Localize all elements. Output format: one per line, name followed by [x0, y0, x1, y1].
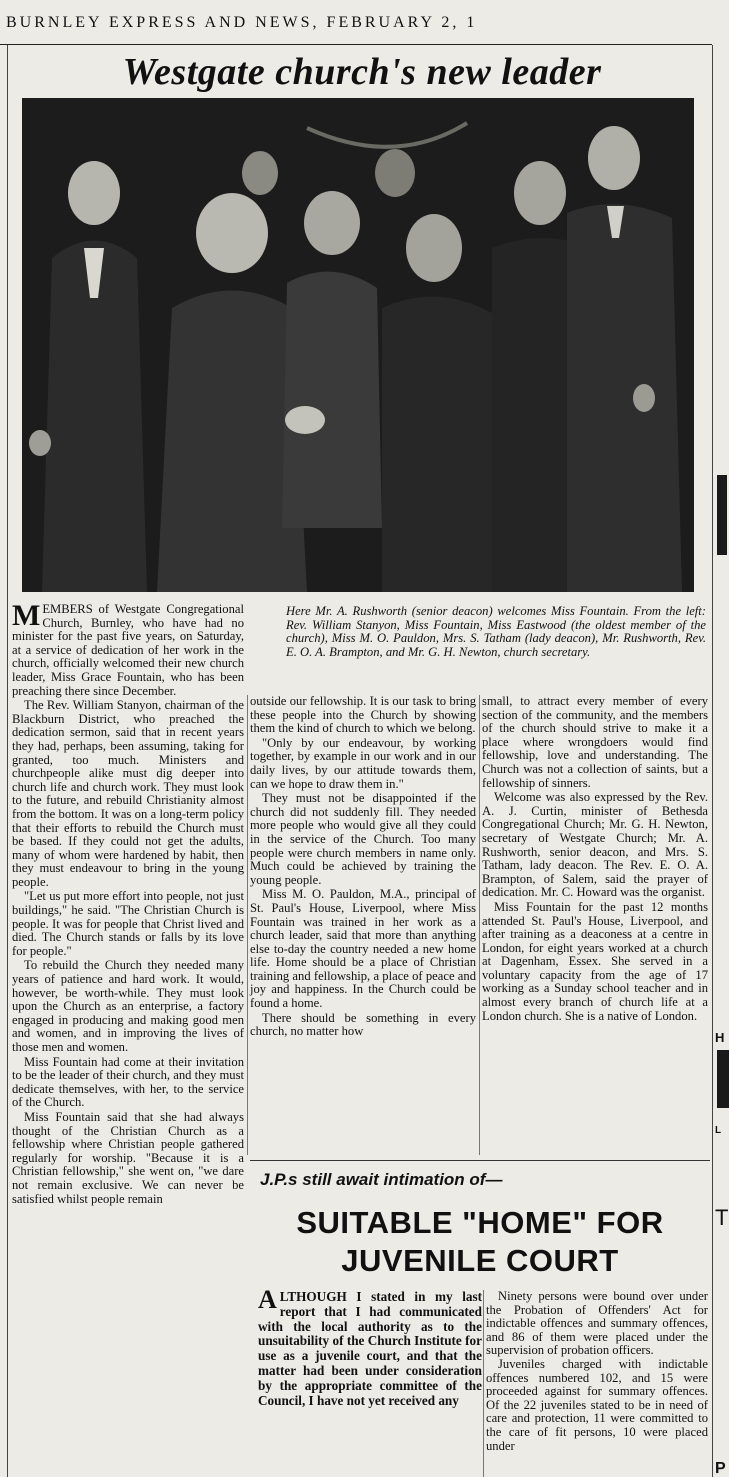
paragraph: small, to attract every member of every section of the community, and the members of the church should strive to make it a place where wrongdoers would find fellowship, love and understanding. The Church was not a collection of saints, but a fellowship of sinners.: [482, 694, 708, 790]
adjacent-letter-l: L: [715, 1125, 722, 1136]
article-column-2: [250, 695, 476, 1040]
group-photo: [22, 98, 694, 592]
group-photo-icon: [22, 98, 694, 592]
left-column-edge: [0, 45, 8, 1477]
second-article-kicker: J.P.s still await intimation of—: [260, 1170, 503, 1189]
adjacent-letter-h: H: [715, 1030, 725, 1045]
article-headline: Westgate church's new leader: [122, 51, 602, 93]
drop-cap: M: [12, 599, 41, 632]
paragraph-text: LTHOUGH I stated in my last report that I had communicated with the local authority as to the unsuitability of the Church Institute for use as a juvenile court, and that the matter had been under consideration by the appropriate committee of the Council, I have not yet received any: [258, 1289, 482, 1408]
paragraph: To rebuild the Church they needed many years of patience and hard work. It would, however, be worth-while. They must look upon the Church as an enterprise, a factory engaged in producing and making good men and women, and in improving the lives of those men and women.: [12, 958, 244, 1054]
paragraph: "Let us put more effort into people, not just buildings," he said. "The Christian Church is people. It was for people that Christ lived and died. The Church stands or falls by its love for people.": [12, 889, 244, 958]
article-column-1: [12, 599, 244, 1207]
article-column-3: [482, 695, 708, 1024]
paragraph: Miss M. O. Pauldon, M.A., principal of St. Paul's House, Liverpool, where Miss Fountain was trained in her work as a church leader, said that more than anything else to-day the country needed a new home life. Home should be a place of Christian training and fellowship, a place of peace and joy and happiness. In the Church could be found a home.: [250, 887, 476, 1011]
paragraph: Miss Fountain said that she had always thought of the Christian Church as a fellowship where Christian people gathered regularly for worship. "Because it is a Christian fellowship," she went on, "we dare not remain exclusive. We can never be satisfied whilst people remain: [12, 1109, 244, 1206]
adjacent-letter-p: P: [715, 1460, 726, 1477]
paragraph: They must not be disappointed if the church did not suddenly fill. They needed more people who would give all they could in the service of the Church. Too many people were church members in name only. Much could be achieved by training the young people.: [250, 791, 476, 887]
adjacent-block-2: [717, 1050, 729, 1108]
second-article-column-2: [486, 1290, 708, 1453]
paragraph: Miss Fountain for the past 12 months attended St. Paul's House, Liverpool, and after training as a deaconess at a centre in London, for eight years worked at a church at Dagenham, Essex. She served in a voluntary capacity from the age of 17 working as a Sunday school teacher and in almost every branch of church life at a London church. She is a native of London.: [482, 899, 708, 1023]
column-divider: [247, 695, 248, 1155]
article-lead-paragraph: [12, 599, 244, 698]
paragraph: There should be something in every church, no matter how: [250, 1010, 476, 1039]
paragraph: Juveniles charged with indictable offences numbered 102, and 15 were proceeded against for summary offences. Of the 22 juveniles stated to be in need of care and protection, 11 were committed to the care of fit persons, 10 were placed under: [486, 1356, 708, 1453]
second-article-headline: [250, 1204, 710, 1280]
paragraph: outside our fellowship. It is our task to bring these people into the Church by showing them the kind of church to which we belong.: [250, 694, 476, 736]
drop-cap: A: [258, 1285, 277, 1314]
paragraph: Ninety persons were bound over under the Probation of Offenders' Act for indictable offences and summary offences, and 86 of them were placed under the supervision of probation officers.: [486, 1289, 708, 1358]
adjacent-column-strip: [712, 45, 729, 1477]
column-divider: [483, 1290, 484, 1477]
paragraph: Welcome was also expressed by the Rev. A. J. Curtin, minister of Bethesda Congregational Church; Mr. G. H. Newton, secretary of Westgate Church; Mr. A. Rushworth, senior deacon, and Mrs. S. Tatham, lady deacon. The Rev. E. O. A. Brampton, of Salem, said the prayer of dedication. Mr. C. Howard was the organist.: [482, 790, 708, 900]
masthead-rule: [0, 44, 712, 45]
paragraph-text: EMBERS of Westgate Congregational Church, Burnley, who have had no minister for the past five years, on Saturday, at a service of dedication of her work in the church, officially welcomed their new church leader, Miss Grace Fountain, who has been preaching there since December.: [12, 602, 244, 698]
headline-line-1: SUITABLE "HOME" FOR: [296, 1205, 664, 1240]
paragraph: "Only by our endeavour, by working together, by example in our work and in our daily lives, by our attitude towards them, can we hope to draw them in.": [250, 735, 476, 791]
section-rule: [250, 1160, 710, 1161]
paragraph: The Rev. William Stanyon, chairman of the Blackburn District, who preached the dedication sermon, said that in recent years they had, perhaps, been assuming, taking for granted, too much. Ministers and churchpeople alike must dig deeper into church life and church work. They must look to the future, and rebuild Christianity almost from the bottom. It was on a long-term policy that their efforts to rebuild the Church must be based. If they could not get the adults, many of whom were hardened by habit, then they must endeavour to bring in the young people.: [12, 698, 244, 889]
adjacent-letter-t: T: [715, 1205, 729, 1230]
paragraph: Miss Fountain had come at their invitation to be the leader of their church, and they must dedicate themselves, with her, to the service of the Church.: [12, 1054, 244, 1110]
masthead: BURNLEY EXPRESS AND NEWS, FEBRUARY 2, 1: [6, 14, 478, 31]
column-divider: [479, 695, 480, 1155]
second-article-column-1: [258, 1285, 482, 1408]
photo-caption: Here Mr. A. Rushworth (senior deacon) welcomes Miss Fountain. From the left: Rev. William Stanyon, Miss Fountain, Miss Eastwood (the oldest member of the church), Miss M. O. Pauldon, Mrs. S. Tatham (lady deacon), Mr. Rushworth, Rev. E. O. A. Brampton, and Mr. G. H. Newton, church secretary.: [286, 604, 706, 659]
headline-line-2: JUVENILE COURT: [341, 1243, 619, 1278]
adjacent-block: [717, 475, 727, 555]
